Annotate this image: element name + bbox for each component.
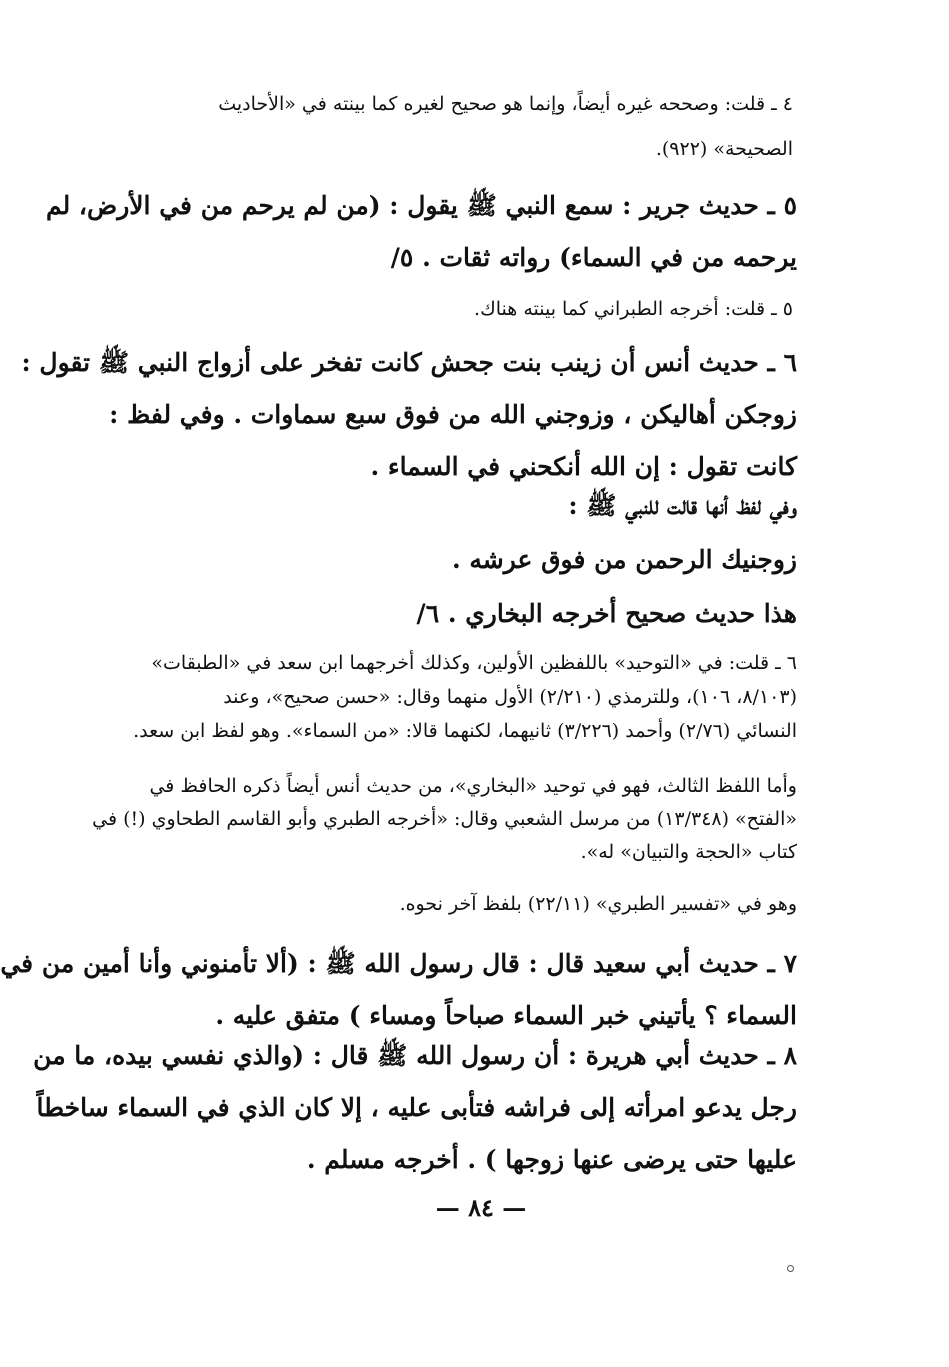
footnote-4 (121, 82, 793, 172)
text-line: عليها حتى يرضى عنها زوجها ) . أخرجه مسلم . (306, 1145, 797, 1174)
text-line: زوجكن أهاليكن ، وزوجني الله من فوق سبع سماوات . وفي لفظ : (109, 400, 797, 429)
text-line: ٧ ـ حديث أبي سعيد قال : قال رسول الله ﷺ : (ألا تأمنوني وأنا أمين من في (0, 949, 797, 978)
scan-mark (787, 1265, 794, 1272)
hadith-6-grading (121, 588, 797, 640)
hadith-6 (21, 337, 797, 493)
text-line: ٦ ـ حديث أنس أن زينب بنت جحش كانت تفخر على أزواج النبي ﷺ تقول : (21, 348, 797, 377)
text-line: ٨ ـ حديث أبي هريرة : أن رسول الله ﷺ قال : (والذي نفسي بيده، ما من (33, 1041, 797, 1070)
text-line: الصحيحة» (٩٢٢). (655, 138, 793, 160)
text-line: النسائي (٢/٧٦) وأحمد (٣/٢٢٦) ثانيهما، لكنهما قالا: «من السماء». وهو لفظ ابن سعد. (133, 720, 797, 742)
footnote-6-tafsir (121, 882, 797, 927)
text-line: رجل يدعو امرأته إلى فراشه فتأبى عليه ، إلا كان الذي في السماء ساخطاً (36, 1093, 797, 1122)
text-line: وأما اللفظ الثالث، فهو في توحيد «البخاري»، من حديث أنس أيضاً ذكره الحافظ في (149, 775, 797, 797)
hadith-6-variant (121, 480, 797, 532)
text-line: «الفتح» (١٣/٣٤٨) من مرسل الشعبي وقال: «أخرجه الطبري وأبو القاسم الطحاوي (!) في (92, 808, 797, 830)
hadith-6-variant-text (121, 534, 797, 586)
text-line: هذا حديث صحيح أخرجه البخاري . ٦/ (416, 599, 797, 628)
text-line: ٤ ـ قلت: وصححه غيره أيضاً، وإنما هو صحيح لغيره كما بينته في «الأحاديث (218, 93, 793, 115)
text-line: ٥ ـ قلت: أخرجه الطبراني كما بينته هناك. (474, 298, 793, 320)
page-number: — ٨٤ — (435, 1193, 527, 1222)
hadith-5 (45, 180, 797, 284)
text-line: كانت تقول : إن الله أنكحني في السماء . (370, 452, 797, 481)
text-line: ٥ ـ حديث جرير : سمع النبي ﷺ يقول : (من لم يرحم من في الأرض، لم (45, 191, 797, 220)
text-line: وهو في «تفسير الطبري» (٢٢/١١) بلفظ آخر نحوه. (399, 893, 797, 915)
text-line: كتاب «الحجة والتبيان» له». (580, 841, 797, 863)
hadith-7 (0, 938, 797, 1042)
footnote-5 (121, 287, 793, 332)
text-line: (٨/١٠٣، ١٠٦)، وللترمذي (٢/٢١٠) الأول منهما وقال: «حسن صحيح»، وعند (223, 686, 797, 708)
footnote-6-continued (92, 770, 797, 869)
text-line: زوجنيك الرحمن من فوق عرشه . (451, 545, 797, 574)
text-line: السماء ؟ يأتيني خبر السماء صباحاً ومساء ) متفق عليه . (215, 1001, 797, 1030)
text-line: وفي لفظ أنها قالت للنبي ﷺ : (568, 491, 797, 520)
text-line: يرحمه من في السماء) رواته ثقات . ٥/ (390, 243, 797, 272)
hadith-8 (33, 1030, 797, 1186)
footnote-6 (121, 646, 797, 748)
text-line: ٦ ـ قلت: في «التوحيد» باللفظين الأولين، وكذلك أخرجهما ابن سعد في «الطبقات» (151, 652, 797, 674)
